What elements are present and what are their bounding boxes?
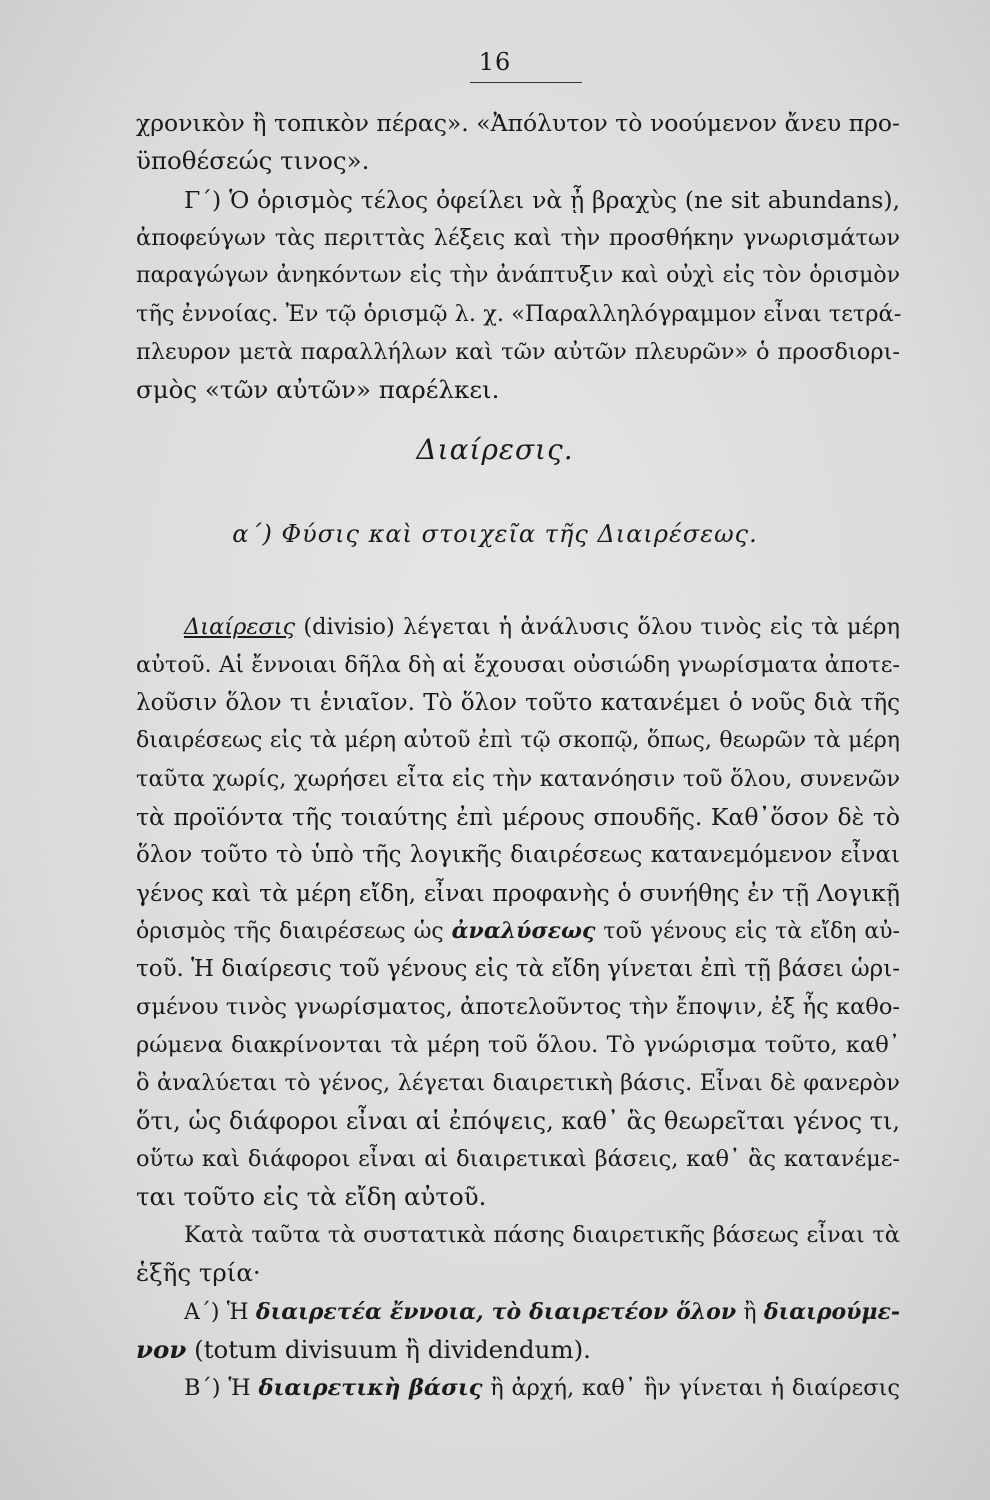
item-label: Β΄) Ἡ [184, 1375, 259, 1401]
text-line: παραγώγων ἀνηκόντων εἰς τὴν ἀνάπτυξιν καὶ οὐχὶ εἰς τὸν ὁρισμὸν [136, 263, 900, 288]
emphasis-text: διαιρούμε- [763, 1299, 900, 1325]
text-line: Κατὰ ταῦτα τὰ συστατικὰ πάσης διαιρετικῆς βάσεως εἶναι τὰ [184, 1222, 900, 1248]
text-line: σμένου τινὸς γνωρίσματος, ἀποτελοῦντος τὴν ἔποψιν, ἐξ ἧς καθο- [136, 994, 900, 1020]
text-line [184, 608, 900, 646]
text-line: γένος καὶ τὰ μέρη εἴδη, εἶναι προφανὴς ὁ συνήθης ἐν τῇ Λογικῇ [136, 879, 900, 907]
text-line: ϋποθέσεώς τινος». [136, 146, 370, 175]
emphasis-text: ἀναλύσεως [451, 918, 596, 944]
list-item-a [184, 1293, 900, 1332]
text-line: ἀποφεύγων τὰς περιττὰς λέξεις καὶ τὴν προσθήκην γνωρισμάτων [136, 225, 900, 251]
text-span: τοῦ γένους εἰς τὰ εἴδη αὐ- [595, 919, 900, 944]
text-line: λοῦσιν ὅλον τι ἑνιαῖον. Τὸ ὅλον τοῦτο κατανέμει ὁ νοῦς διὰ τῆς [136, 690, 900, 716]
text-line: χρονικὸν ἢ τοπικὸν πέρας». «Ἀπόλυτον τὸ νοούμενον ἄνευ προ- [136, 109, 900, 137]
text-span: (totum divisuum ἢ dividendum). [186, 1335, 591, 1364]
text-line: αὐτοῦ. Αἱ ἔννοιαι δῆλα δὴ αἱ ἔχουσαι οὐσιώδη γνωρίσματα ἀποτε- [136, 652, 900, 678]
text-line [136, 1331, 900, 1369]
emphasis-text: νον [136, 1335, 187, 1364]
text-line: τὰ προϊόντα τῆς τοιαύτης ἐπὶ μέρους σπουδῆς. Καθ᾽ὅσον δὲ τὸ [136, 803, 900, 831]
text-span: (divisio) λέγεται ἡ ἀνάλυσις ὅλου τινὸς εἰς τὰ μέρη [295, 614, 900, 640]
text-line: ὅτι, ὡς διάφοροι εἶναι αἱ ἐπόψεις, καθ᾽ ἃς θεωρεῖται γένος τι, [136, 1107, 901, 1135]
text-span: ἢ [736, 1300, 764, 1325]
item-label: Α΄) Ἡ [184, 1300, 256, 1325]
section-heading: Διαίρεσις. [416, 433, 574, 466]
text-line: ὅλον τοῦτο τὸ ὑπὸ τῆς λογικῆς διαιρέσεως κατανεμόμενον εἶναι [136, 842, 900, 868]
page-number: 16 [478, 48, 512, 76]
emphasis-text: διαιρετέα ἔννοια, τὸ διαιρετέον ὅλον [255, 1299, 737, 1325]
text-span: ὁρισμὸς τῆς διαιρέσεως ὡς [136, 919, 452, 944]
text-line: ὃ ἀναλύεται τὸ γένος, λέγεται διαιρετικὴ βάσις. Εἶναι δὲ φανερὸν [136, 1070, 900, 1096]
text-line [136, 912, 900, 951]
text-line: ρώμενα διακρίνονται τὰ μέρη τοῦ ὅλου. Τὸ γνώρισμα τοῦτο, καθ᾽ [136, 1032, 900, 1058]
text-line: ἑξῆς τρία· [136, 1258, 261, 1287]
text-line: ται τοῦτο εἰς τὰ εἴδη αὐτοῦ. [136, 1182, 487, 1211]
text-line: διαιρέσεως εἰς τὰ μέρη αὐτοῦ ἐπὶ τῷ σκοπῷ, ὅπως, θεωρῶν τὰ μέρη [136, 728, 900, 753]
text-line: Γ΄) Ὁ ὁρισμὸς τέλος ὀφείλει νὰ ᾖ βραχὺς (ne sit abundans), [184, 186, 900, 214]
text-line: σμὸς «τῶν αὐτῶν» παρέλκει. [136, 375, 500, 404]
text-line: οὕτω καὶ διάφοροι εἶναι αἱ διαιρετικαὶ βάσεις, καθ᾽ ἃς κατανέμε- [136, 1146, 900, 1172]
page-number-rule [470, 82, 582, 83]
defined-term: Διαίρεσις [184, 614, 296, 640]
text-line: ταῦτα χωρίς, χωρήσει εἶτα εἰς τὴν κατανόησιν τοῦ ὅλου, συνενῶν [136, 766, 900, 792]
text-line: πλευρον μετὰ παραλλήλων καὶ τῶν αὐτῶν πλευρῶν» ὁ προσδιορι- [136, 339, 900, 365]
text-line: τοῦ. Ἡ διαίρεσις τοῦ γένους εἰς τὰ εἴδη γίνεται ἐπὶ τῇ βάσει ὡρι- [136, 956, 900, 982]
list-item-b [184, 1369, 900, 1407]
emphasis-text: διαιρετικὴ βάσις [258, 1375, 483, 1401]
text-span: ἢ ἀρχή, καθ᾽ ἣν γίνεται ἡ διαίρεσις [482, 1375, 900, 1401]
section-subheading: α΄) Φύσις καὶ στοιχεῖα τῆς Διαιρέσεως. [232, 520, 758, 548]
text-line: τῆς ἐννοίας. Ἐν τῷ ὁρισμῷ λ. χ. «Παραλληλόγραμμον εἶναι τετρά- [136, 301, 902, 327]
